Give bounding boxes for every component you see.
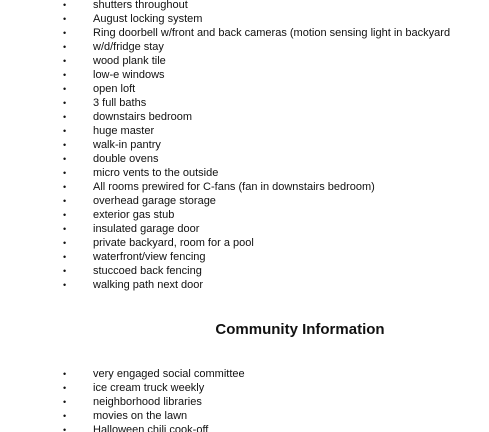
list-item-text: 3 full baths xyxy=(93,97,147,109)
list-item-text: All rooms prewired for C-fans (fan in downstairs bedroom) xyxy=(93,181,375,193)
list-item xyxy=(0,26,489,40)
bullet-icon: • xyxy=(63,196,67,206)
bullet-icon: • xyxy=(63,98,67,108)
bullet-icon: • xyxy=(63,280,67,290)
list-item xyxy=(0,166,489,180)
list-item xyxy=(0,367,489,381)
list-item-text: exterior gas stub xyxy=(93,209,175,221)
list-item-text: August locking system xyxy=(93,13,203,25)
list-item-text: micro vents to the outside xyxy=(93,167,219,179)
list-item xyxy=(0,96,489,110)
bullet-icon: • xyxy=(63,140,67,150)
list-item xyxy=(0,180,489,194)
list-item xyxy=(0,138,489,152)
list-item xyxy=(0,124,489,138)
bullet-icon: • xyxy=(63,266,67,276)
bullet-icon: • xyxy=(63,252,67,262)
list-item xyxy=(0,40,489,54)
bullet-icon: • xyxy=(63,154,67,164)
list-item xyxy=(0,381,489,395)
list-item xyxy=(0,250,489,264)
list-item xyxy=(0,395,489,409)
bullet-icon: • xyxy=(63,224,67,234)
list-item xyxy=(0,222,489,236)
bullet-icon: • xyxy=(63,383,67,393)
list-item xyxy=(0,110,489,124)
list-item xyxy=(0,152,489,166)
list-item xyxy=(0,12,489,26)
bullet-icon: • xyxy=(63,126,67,136)
bullet-icon: • xyxy=(63,238,67,248)
list-item-text: low-e windows xyxy=(93,69,165,81)
community-list xyxy=(0,367,489,432)
list-item-text: stuccoed back fencing xyxy=(93,265,202,277)
list-item-text: movies on the lawn xyxy=(93,410,188,422)
bullet-icon: • xyxy=(63,56,67,66)
list-item-text: walk-in pantry xyxy=(93,139,161,151)
bullet-icon: • xyxy=(63,425,67,432)
bullet-icon: • xyxy=(63,369,67,379)
list-item xyxy=(0,68,489,82)
list-item-text: Ring doorbell w/front and back cameras (motion sensing light in backyard xyxy=(93,27,451,39)
list-item xyxy=(0,409,489,423)
section-heading: Community Information xyxy=(215,321,385,338)
list-item-text: ice cream truck weekly xyxy=(93,382,205,394)
list-item-text: wood plank tile xyxy=(93,55,166,67)
bullet-icon: • xyxy=(63,14,67,24)
bullet-icon: • xyxy=(63,84,67,94)
list-item xyxy=(0,82,489,96)
bullet-icon: • xyxy=(63,168,67,178)
list-item-text: waterfront/view fencing xyxy=(93,251,206,263)
list-item-text: open loft xyxy=(93,83,136,95)
list-item xyxy=(0,208,489,222)
bullet-icon: • xyxy=(63,70,67,80)
list-item-text: walking path next door xyxy=(93,279,204,291)
bullet-icon: • xyxy=(63,28,67,38)
list-item-text: shutters throughout xyxy=(93,0,188,11)
list-item xyxy=(0,194,489,208)
list-item-text: downstairs bedroom xyxy=(93,111,193,123)
bullet-icon: • xyxy=(63,182,67,192)
list-item-text: very engaged social committee xyxy=(93,368,245,380)
list-item xyxy=(0,54,489,68)
list-item-text: neighborhood libraries xyxy=(93,396,202,408)
bullet-icon: • xyxy=(63,42,67,52)
bullet-icon: • xyxy=(63,210,67,220)
bullet-icon: • xyxy=(63,0,67,10)
list-item xyxy=(0,423,489,432)
list-item-text: private backyard, room for a pool xyxy=(93,237,254,249)
bullet-icon: • xyxy=(63,411,67,421)
list-item-text: double ovens xyxy=(93,153,159,165)
list-item xyxy=(0,278,489,292)
bullet-icon: • xyxy=(63,112,67,122)
list-item-text: Halloween chili cook-off xyxy=(93,424,209,432)
list-item xyxy=(0,236,489,250)
list-item-text: insulated garage door xyxy=(93,223,200,235)
list-item xyxy=(0,0,489,12)
list-item xyxy=(0,264,489,278)
list-item-text: overhead garage storage xyxy=(93,195,216,207)
list-item-text: huge master xyxy=(93,125,155,137)
list-item-text: w/d/fridge stay xyxy=(93,41,164,53)
bullet-icon: • xyxy=(63,397,67,407)
